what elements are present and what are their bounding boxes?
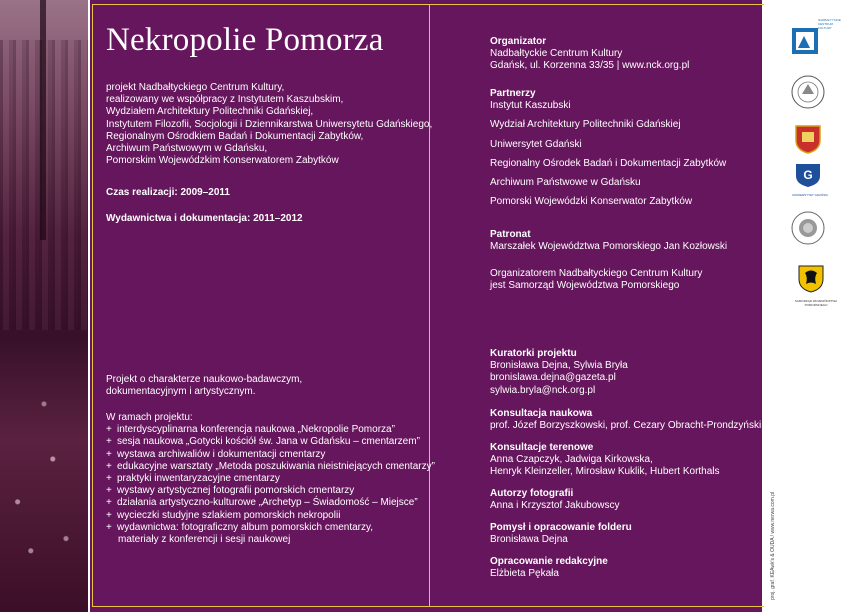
folder-concept bbox=[490, 522, 632, 546]
ug-logo-text: UNIWERSYTET GDAŃSKI bbox=[792, 193, 829, 197]
photo-authors bbox=[490, 488, 620, 512]
realization-period: Czas realizacji: 2009–2011 bbox=[106, 187, 230, 198]
intro-line: Pomorskim Wojewódzkim Konserwatorem Zabytków bbox=[106, 155, 339, 167]
consultation-heading: Konsultacja naukowa bbox=[490, 408, 593, 419]
publication-period: Wydawnictwa i dokumentacja: 2011–2012 bbox=[106, 213, 303, 224]
instytut-kaszubski-seal bbox=[790, 74, 826, 115]
note-line: jest Samorząd Województwa Pomorskiego bbox=[490, 280, 680, 292]
partner-item: Uniwersytet Gdański bbox=[490, 138, 582, 150]
list-item: + wystawy artystycznej fotografii pomorskich cmentarzy bbox=[106, 485, 435, 497]
list-item: + wystawa archiwaliów i dokumentacji cmentarzy bbox=[106, 449, 435, 461]
activities-list bbox=[106, 424, 435, 534]
curator-email[interactable]: bronislawa.dejna@gazeta.pl bbox=[490, 372, 616, 384]
partners-heading: Partnerzy bbox=[490, 88, 536, 99]
editorial-line: Elżbieta Pękała bbox=[490, 568, 559, 580]
list-item: + sesja naukowa „Gotycki kościół św. Jana w Gdańsku – cmentarzem” bbox=[106, 436, 435, 448]
intro-line: Archiwum Państwowym w Gdańsku, bbox=[106, 143, 268, 155]
photo-authors-heading: Autorzy fotografii bbox=[490, 488, 574, 499]
description-line: dokumentacyjnym i artystycznym. bbox=[106, 386, 256, 398]
curators-section bbox=[490, 348, 628, 397]
consultation-line: prof. Józef Borzyszkowski, prof. Cezary Obracht-Prondzyński bbox=[490, 420, 762, 432]
intro-line: Instytutem Filozofii, Socjologii i Dziennikarstwa Uniwersytetu Gdańskiego, bbox=[106, 118, 433, 130]
curators-line: Bronisława Dejna, Sylwia Bryła bbox=[490, 360, 628, 372]
organizer-note bbox=[490, 268, 702, 292]
page-title: Nekropolie Pomorza bbox=[106, 22, 384, 58]
cemetery-photo bbox=[0, 0, 88, 612]
organizer-line: Gdańsk, ul. Korzenna 33/35 | www.nck.org.pl bbox=[490, 60, 690, 72]
list-item-continuation: materiały z konferencji i sesji naukowej bbox=[118, 534, 291, 546]
description-line: Projekt o charakterze naukowo-badawczym, bbox=[106, 374, 303, 385]
list-item: + wydawnictwa: fotograficzny album pomorskich cmentarzy, bbox=[106, 522, 435, 534]
editorial-heading: Opracowanie redakcyjne bbox=[490, 556, 608, 567]
design-credit: proj. graf. KEAwk's & OUDA / www.nerwa.com.pl bbox=[770, 491, 776, 600]
intro-line: Regionalnym Ośrodkiem Badań i Dokumentacji Zabytków, bbox=[106, 130, 364, 142]
ug-logo bbox=[792, 162, 832, 197]
curators-heading: Kuratorki projektu bbox=[490, 348, 577, 359]
field-consultation bbox=[490, 442, 720, 479]
intro-line: projekt Nadbałtyckiego Centrum Kultury, bbox=[106, 82, 285, 93]
partners-section bbox=[490, 88, 726, 208]
nck-logo bbox=[790, 16, 842, 56]
pomorskie-logo bbox=[786, 264, 846, 307]
intro-line: realizowany we współpracy z Instytutem Kaszubskim, bbox=[106, 94, 344, 106]
field-line: Henryk Kleinzeller, Mirosław Kuklik, Hubert Korthals bbox=[490, 466, 720, 478]
church-spire bbox=[40, 0, 46, 240]
coat-of-arms-icon bbox=[792, 124, 824, 159]
list-item: + interdyscyplinarna konferencja naukowa „Nekropolie Pomorza” bbox=[106, 424, 435, 436]
archive-seal bbox=[790, 210, 826, 251]
patronage-heading: Patronat bbox=[490, 229, 531, 240]
project-activities bbox=[106, 412, 435, 546]
project-description bbox=[106, 374, 302, 398]
partner-item: Instytut Kaszubski bbox=[490, 100, 571, 112]
field-heading: Konsultacje terenowe bbox=[490, 442, 594, 453]
field-line: Anna Czapczyk, Jadwiga Kirkowska, bbox=[490, 454, 653, 466]
nck-logo-text: NADBAŁTYCKIE CENTRUM KULTURY bbox=[818, 18, 841, 30]
scientific-consultation bbox=[490, 408, 761, 432]
intro-text bbox=[106, 82, 432, 167]
list-item: + edukacyjne warsztaty „Metoda poszukiwania nieistniejących cmentarzy” bbox=[106, 461, 435, 473]
partner-item: Regionalny Ośrodek Badań i Dokumentacji Zabytków bbox=[490, 157, 727, 169]
note-line: Organizatorem Nadbałtyckiego Centrum Kultury bbox=[490, 268, 703, 279]
organizer-line: Nadbałtyckie Centrum Kultury bbox=[490, 48, 623, 60]
activities-heading: W ramach projektu: bbox=[106, 412, 193, 423]
curator-email[interactable]: sylwia.bryla@nck.org.pl bbox=[490, 384, 596, 396]
intro-line: Wydziałem Architektury Politechniki Gdańskiej, bbox=[106, 106, 314, 118]
organizer-section bbox=[490, 36, 689, 73]
photo-authors-line: Anna i Krzysztof Jakubowscy bbox=[490, 500, 620, 512]
folder-heading: Pomysł i opracowanie folderu bbox=[490, 522, 632, 533]
partner-item: Wydział Architektury Politechniki Gdańskiej bbox=[490, 119, 681, 131]
svg-text:G: G bbox=[803, 168, 813, 182]
partner-item: Archiwum Państwowe w Gdańsku bbox=[490, 177, 641, 189]
editorial-section bbox=[490, 556, 608, 580]
list-item: + działania artystyczno-kulturowe „Archetyp – Świadomość – Miejsce” bbox=[106, 497, 435, 509]
organizer-heading: Organizator bbox=[490, 36, 547, 47]
patronage-line: Marszałek Województwa Pomorskiego Jan Kozłowski bbox=[490, 241, 728, 253]
patronage-section bbox=[490, 229, 727, 253]
folder-line: Bronisława Dejna bbox=[490, 534, 568, 546]
pomorskie-logo-text: SAMORZĄD WOJEWÓDZTWA POMORSKIEGO bbox=[794, 299, 838, 307]
list-item: + wycieczki studyjne szlakiem pomorskich nekropolii bbox=[106, 510, 435, 522]
list-item: + praktyki inwentaryzacyjne cmentarzy bbox=[106, 473, 435, 485]
partner-item: Pomorski Wojewódzki Konserwator Zabytków bbox=[490, 196, 693, 208]
